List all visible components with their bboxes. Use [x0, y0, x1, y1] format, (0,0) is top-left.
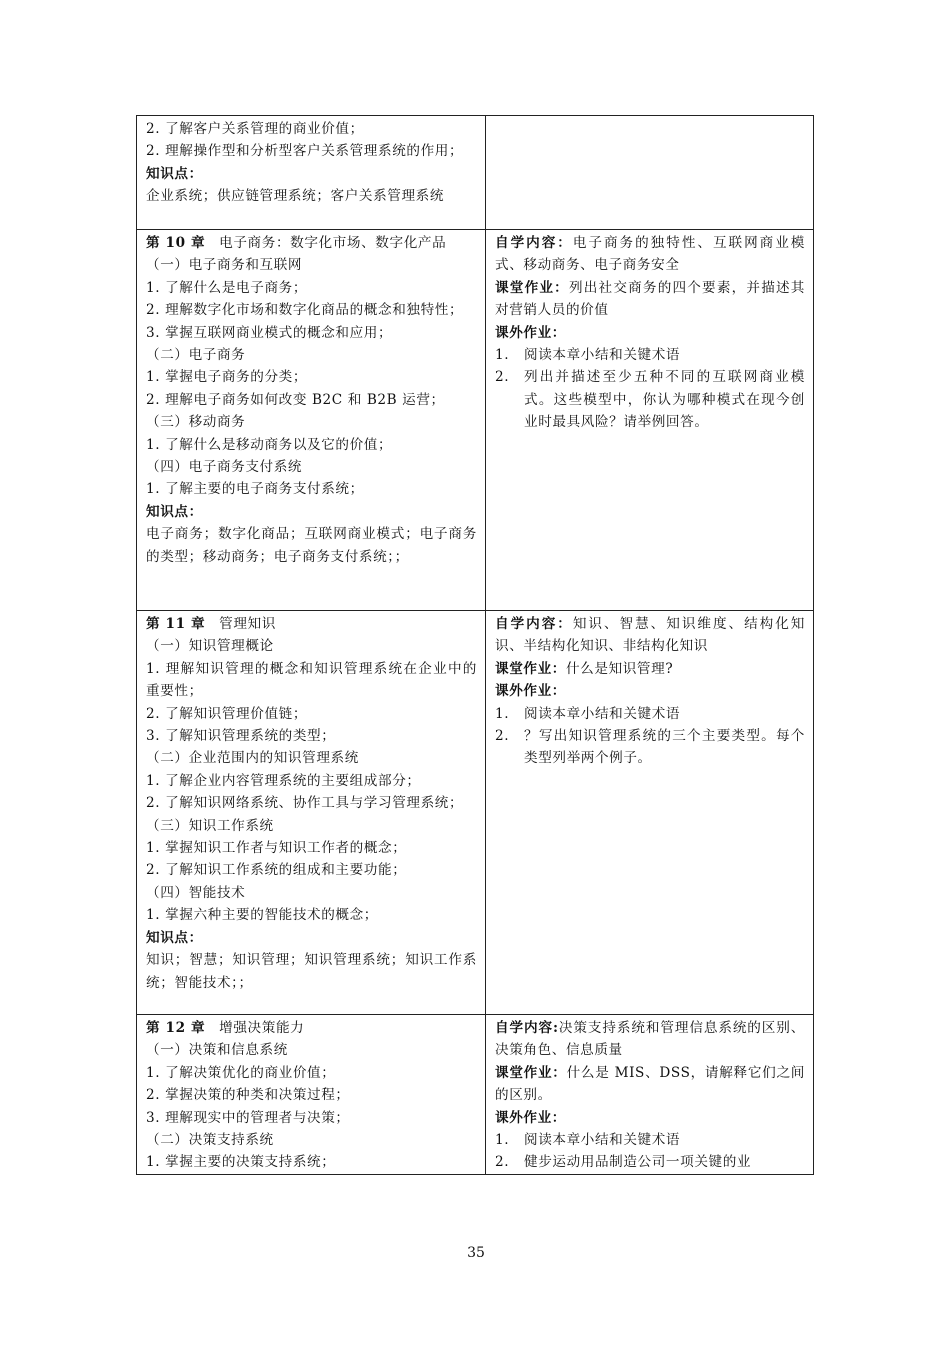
- assignments-cell: [486, 116, 814, 230]
- homework-label: 课外作业：: [495, 683, 566, 700]
- homework-number: 1.: [495, 1132, 510, 1149]
- self-study-entry: [495, 232, 805, 277]
- table-row: [137, 116, 814, 230]
- knowledge-points-label: 知识点：: [146, 165, 203, 182]
- objective-line: 3. 理解现实中的管理者与决策；: [146, 1109, 350, 1126]
- homework-list: [495, 1129, 805, 1174]
- objective-line: 1. 掌握知识工作者与知识工作者的概念；: [146, 840, 407, 857]
- list-item: [495, 1129, 805, 1151]
- objective-line: 2. 了解客户关系管理的商业价值；: [146, 121, 364, 137]
- objective-line: 2. 理解操作型和分析型客户关系管理系统的作用；: [146, 143, 464, 160]
- self-study-text: 电子商务的独特性、互联网商业模式、移动商务、电子商务安全: [495, 235, 805, 274]
- objective-line: 1. 掌握六种主要的智能技术的概念；: [146, 907, 378, 924]
- classwork-label: 课堂作业：: [495, 279, 569, 296]
- homework-number: 2.: [495, 1154, 510, 1171]
- objective-line: 2. 了解知识管理价值链；: [146, 705, 308, 722]
- knowledge-points-label: 知识点：: [146, 503, 203, 520]
- chapter-number: 第 10 章: [146, 235, 206, 251]
- table-row: [137, 611, 814, 1015]
- page-number: 35: [467, 1245, 485, 1261]
- objective-line: 1. 了解企业内容管理系统的主要组成部分；: [146, 772, 421, 789]
- knowledge-points-text: 电子商务；数字化商品；互联网商业模式；电子商务的类型；移动商务；电子商务支付系统；；: [146, 526, 477, 565]
- syllabus-table: [136, 115, 814, 1175]
- section-heading: （一）知识管理概论: [146, 638, 274, 655]
- objective-line: 3. 掌握互联网商业模式的概念和应用；: [146, 324, 393, 341]
- chapter-number: 第 11 章: [146, 616, 206, 632]
- homework-text: 列出并描述至少五种不同的互联网商业模式。这些模型中，你认为哪种模式在现今创业时最具风险？请举例回答。: [524, 369, 805, 431]
- homework-list: [495, 344, 805, 434]
- homework-text: 阅读本章小结和关键术语: [524, 1132, 681, 1149]
- classwork-entry: [495, 277, 805, 322]
- objective-line: 2. 了解知识网络系统、协作工具与学习管理系统；: [146, 795, 464, 812]
- objective-line: 1. 了解决策优化的商业价值；: [146, 1064, 336, 1081]
- chapter-objectives-cell: [137, 230, 486, 611]
- self-study-label: 自学内容：: [495, 616, 573, 632]
- table-row: [137, 230, 814, 611]
- objective-line: 1. 了解主要的电子商务支付系统；: [146, 481, 364, 498]
- classwork-entry: [495, 658, 805, 680]
- homework-label: 课外作业：: [495, 324, 566, 341]
- objective-line: 2. 掌握决策的种类和决策过程；: [146, 1087, 350, 1104]
- objective-line: 2. 了解知识工作系统的组成和主要功能；: [146, 862, 407, 879]
- chapter-heading: [146, 1017, 477, 1039]
- objective-line: 2. 理解数字化市场和数字化商品的概念和独特性；: [146, 302, 464, 319]
- assignments-cell: [486, 1015, 814, 1175]
- knowledge-points-label: 知识点：: [146, 929, 203, 946]
- homework-list: [495, 703, 805, 770]
- objective-line: 1. 了解什么是电子商务；: [146, 279, 308, 296]
- section-heading: （四）智能技术: [146, 884, 246, 901]
- classwork-entry: [495, 1062, 805, 1107]
- objective-line: 1. 理解知识管理的概念和知识管理系统在企业中的重要性；: [146, 660, 477, 700]
- classwork-label: 课堂作业：: [495, 660, 566, 677]
- homework-number: 2.: [495, 369, 510, 386]
- chapter-objectives-cell: [137, 611, 486, 1015]
- section-heading: （一）决策和信息系统: [146, 1042, 288, 1059]
- section-heading: （三）知识工作系统: [146, 817, 274, 834]
- section-heading: （二）决策支持系统: [146, 1132, 274, 1149]
- objective-line: 2. 理解电子商务如何改变 B2C 和 B2B 运营；: [146, 391, 445, 408]
- homework-label: 课外作业：: [495, 1109, 566, 1126]
- objective-line: 1. 了解什么是移动商务以及它的价值；: [146, 436, 393, 453]
- classwork-text: 什么是 MIS、DSS，请解释它们之间的区别。: [495, 1064, 806, 1104]
- classwork-text: 什么是知识管理?: [565, 660, 674, 677]
- homework-number: 1.: [495, 705, 510, 722]
- chapter-number: 第 12 章: [146, 1020, 206, 1036]
- knowledge-points-text: 知识；智慧；知识管理；知识管理系统；知识工作系统；智能技术；；: [146, 952, 477, 991]
- homework-text: 健步运动用品制造公司一项关键的业: [524, 1154, 752, 1171]
- section-heading: （四）电子商务支付系统: [146, 459, 303, 476]
- chapter-heading: [146, 232, 477, 254]
- self-study-text: 决策支持系统和管理信息系统的区别、 决策角色、信息质量: [495, 1020, 805, 1059]
- assignments-cell: [486, 230, 814, 611]
- section-heading: （二）电子商务: [146, 347, 246, 364]
- list-item: [495, 725, 805, 770]
- homework-text: 阅读本章小结和关键术语: [524, 705, 681, 722]
- classwork-label: 课堂作业：: [495, 1064, 567, 1081]
- classwork-text: 列出社交商务的四个要素，并描述其对营销人员的价值: [495, 279, 805, 319]
- assignments-cell: [486, 611, 814, 1015]
- homework-text: ？写出知识管理系统的三个主要类型。每个类型列举两个例子。: [524, 728, 805, 767]
- objective-line: 3. 了解知识管理系统的类型；: [146, 728, 336, 745]
- self-study-entry: [495, 613, 805, 658]
- homework-number: 1.: [495, 347, 510, 364]
- chapter-title: 增强决策能力: [219, 1020, 305, 1036]
- section-heading: （三）移动商务: [146, 414, 246, 431]
- homework-number: 2.: [495, 728, 510, 745]
- objective-line: 1. 掌握电子商务的分类；: [146, 369, 308, 386]
- list-item: [495, 703, 805, 725]
- list-item: [495, 366, 805, 433]
- table-row: [137, 1015, 814, 1175]
- chapter-title: 管理知识: [219, 616, 276, 632]
- self-study-label: 自学内容:: [495, 1020, 559, 1036]
- objective-line: 1. 掌握主要的决策支持系统；: [146, 1154, 336, 1171]
- chapter-objectives-cell: [137, 1015, 486, 1175]
- chapter-title: 电子商务：数字化市场、数字化产品: [219, 235, 447, 251]
- list-item: [495, 344, 805, 366]
- section-heading: （二）企业范围内的知识管理系统: [146, 750, 359, 767]
- knowledge-points-text: 企业系统；供应链管理系统；客户关系管理系统: [146, 188, 445, 205]
- chapter-objectives-cell: [137, 116, 486, 230]
- section-heading: （一）电子商务和互联网: [146, 257, 303, 274]
- self-study-text: 知识、智慧、知识维度、结构化知识、半结构化知识、非结构化知识: [495, 616, 805, 655]
- self-study-entry: [495, 1017, 805, 1062]
- chapter-heading: [146, 613, 477, 635]
- homework-text: 阅读本章小结和关键术语: [524, 347, 681, 364]
- list-item: [495, 1151, 805, 1173]
- self-study-label: 自学内容：: [495, 235, 573, 251]
